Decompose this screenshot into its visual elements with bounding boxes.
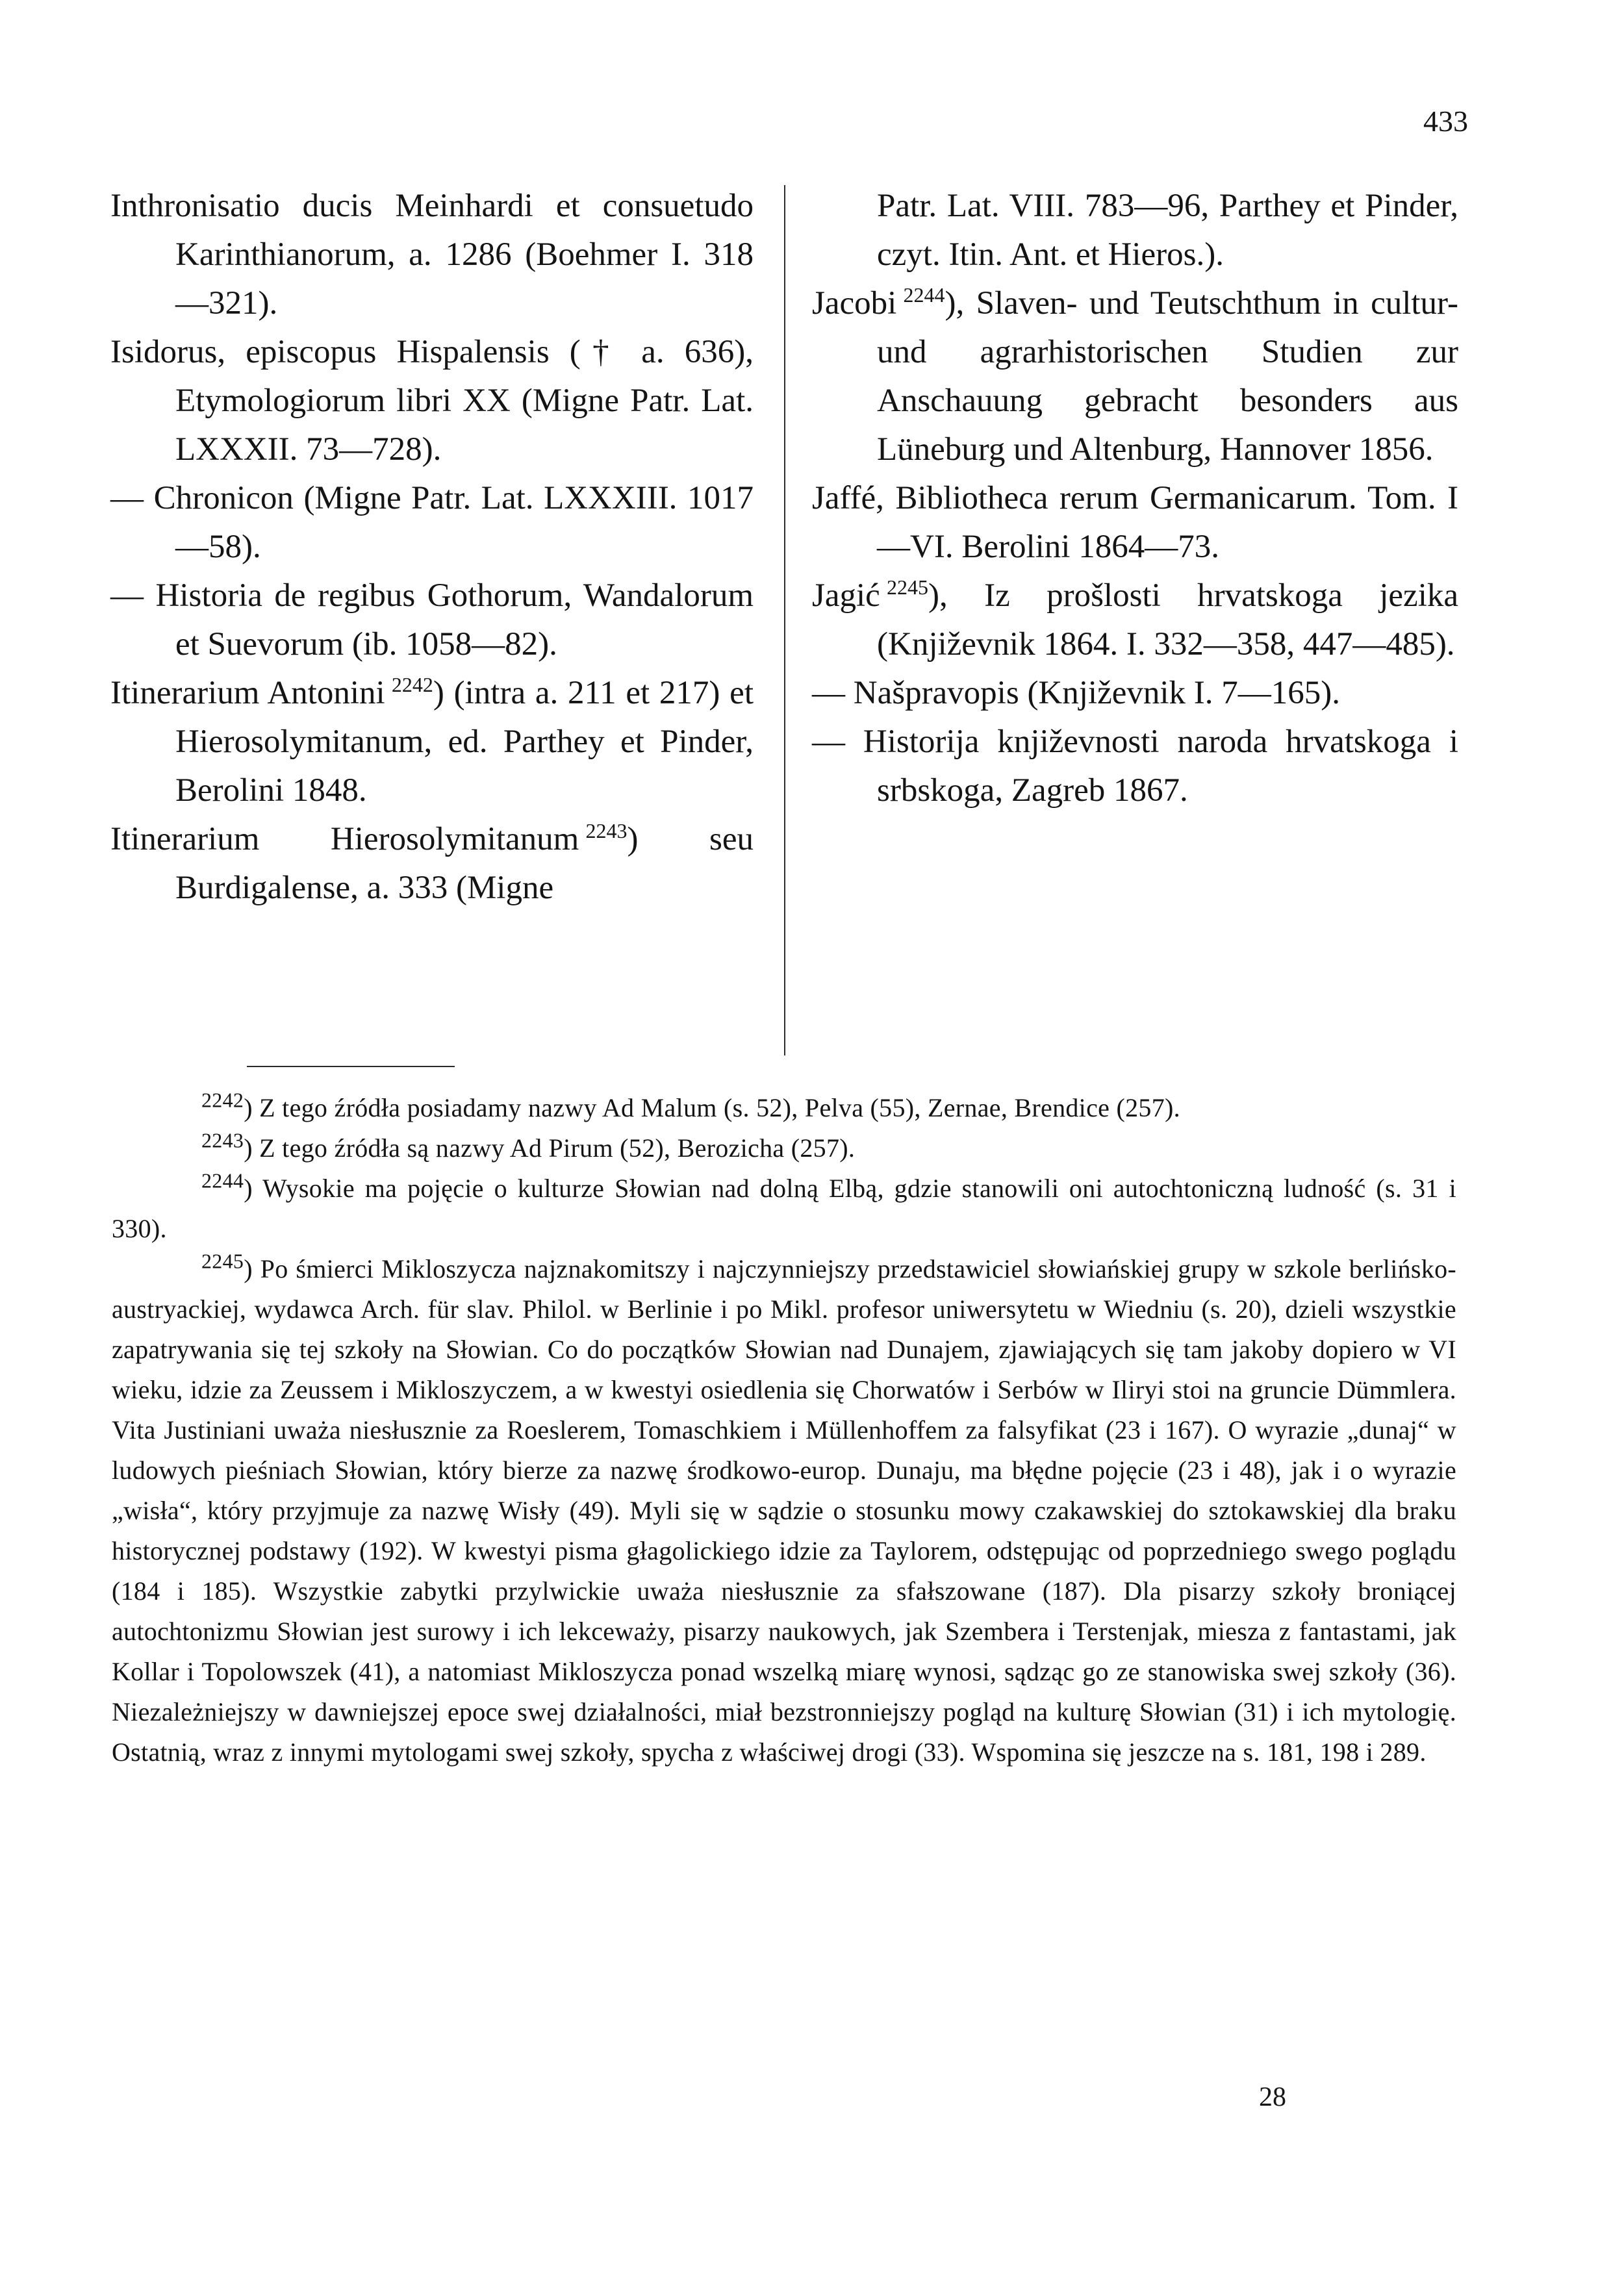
bibliography-entry: — Historija književnosti naroda hrvatskoga i srbskoga, Zagreb 1867. — [812, 724, 1458, 809]
entry-text: ), Slaven- und Teutschthum in cultur- und agrarhistorischen Studien zur Anschauung gebracht besonders aus Lüneburg und Altenburg, Hannover 1856. — [877, 285, 1458, 468]
column-divider — [784, 185, 785, 1055]
footnote-text: ) Z tego źródła posiadamy nazwy Ad Malum (s. 52), Pelva (55), Zernae, Brendice (257). — [244, 1093, 1180, 1122]
footnote — [112, 1249, 1456, 1772]
footnote-ref: 2242 — [391, 673, 433, 696]
right-column — [812, 182, 1458, 815]
page-number: 433 — [1423, 105, 1468, 138]
footnote-text: ) Wysokie ma pojęcie o kulturze Słowian nad dolną Elbą, gdzie stanowili oni autochtoniczną ludność (s. 31 i 330). — [112, 1174, 1456, 1243]
footnote-text: ) Po śmierci Mikloszycza najznakomitszy i najczynniejszy przedstawiciel słowiańskiej grupy w szkole berlińsko-austryackiej, wydawca Arch. für slav. Philol. w Berlinie i po Mikl. profesor uniwersytetu w Wiedniu (s. 20), dzieli wszystkie zapatrywania się tej szkoły na Słowian. Co do początków Słowian nad Dunajem, zjawiających się tam jakoby dopiero w VI wieku, idzie za Zeussem i Mikloszyczem, a w kwestyi osiedlenia się Chorwatów i Serbów w Iliryi stoi na gruncie Dümmlera. Vita Justiniani uważa niesłusznie za Roeslerem, Tomaschkiem i Müllenhoffem za falsyfikat (23 i 167). O wyrazie „dunaj“ w ludowych pieśniach Słowian, który bierze za nazwę środkowo-europ. Dunaju, ma błędne pojęcie (23 i 48), jak i o wyrazie „wisła“, który przyjmuje za nazwę Wisły (49). Myli się w sądzie o stosunku mowy czakawskiej do sztokawskiej dla braku historycznej podstawy (192). W kwestyi pisma głagolickiego idzie za Taylorem, odstępując od poprzedniego swego poglądu (184 i 185). Wszystkie zabytki przylwickie uważa niesłusznie za sfałszowane (187). Dla pisarzy szkoły broniącej autochtonizmu Słowian jest surowy i ich lekceważy, pisarzy naukowych, jak Szembera i Terstenjak, miesza z fantastami, jak Kollar i Topolowszek (41), a natomiast Mikloszycza ponad wszelką miarę wynosi, sądząc go ze stanowiska swej szkoły (36). Niezależniejszy w dawniejszej epoce swej działalności, miał bezstronniejszy pogląd na kulturę Słowian (31) i ich mytologię. Ostatnią, wraz z innymi mytologami swej szkoły, spycha z właściwej drogi (33). Wspomina się jeszcze na s. 181, 198 i 289. — [112, 1254, 1456, 1767]
bibliography-entry-continuation: Patr. Lat. VIII. 783—96, Parthey et Pinder, czyt. Itin. Ant. et Hieros.). — [877, 188, 1458, 273]
entry-title: Itinerarium Hierosolymitanum — [110, 821, 579, 857]
bibliography-entry: Isidorus, episcopus Hispalensis († a. 636), Etymologiorum libri XX (Migne Patr. Lat. LXXXII. 73—728). — [110, 334, 754, 468]
footnote-ref: 2244 — [903, 283, 945, 307]
footnote-number: 2244 — [201, 1168, 244, 1192]
footnote-number: 2245 — [201, 1249, 244, 1273]
signature-mark: 28 — [1259, 2082, 1286, 2112]
bibliography-entry — [812, 572, 1458, 669]
footnote-separator — [247, 1066, 455, 1067]
entry-title: Itinerarium Antonini — [110, 675, 385, 711]
bibliography-entry: — Chronicon (Migne Patr. Lat. LXXXIII. 1017—58). — [110, 480, 754, 565]
entry-title: Jagić — [812, 577, 880, 614]
entry-title: Jacobi — [812, 285, 897, 322]
footnote-number: 2242 — [201, 1088, 244, 1112]
bibliography-entry: Jaffé, Bibliotheca rerum Germanicarum. Tom. I—VI. Berolini 1864—73. — [812, 480, 1458, 565]
footnote-text: ) Z tego źródła są nazwy Ad Pirum (52), Berozicha (257). — [244, 1133, 856, 1163]
bibliography-entry — [110, 815, 754, 913]
footnote-ref: 2245 — [887, 575, 929, 599]
footnotes — [112, 1088, 1456, 1772]
footnote — [112, 1128, 1456, 1168]
footnote-ref: 2243 — [585, 819, 628, 842]
footnote — [112, 1088, 1456, 1128]
bibliography-entry — [110, 669, 754, 815]
bibliography-entry: — Historia de regibus Gothorum, Wandalorum et Suevorum (ib. 1058—82). — [110, 577, 754, 662]
bibliography-entry: Inthronisatio ducis Meinhardi et consuetudo Karinthianorum, a. 1286 (Boehmer I. 318—321). — [110, 188, 754, 322]
bibliography-entry — [812, 279, 1458, 474]
entry-text: ) seu Burdigalense, a. 333 (Migne — [175, 821, 754, 906]
entry-text: ) (intra a. 211 et 217) et Hierosolymitanum, ed. Parthey et Pinder, Berolini 1848. — [175, 675, 754, 809]
entry-text: ), Iz prošlosti hrvatskoga jezika (Književnik 1864. I. 332—358, 447—485). — [877, 577, 1458, 662]
footnote — [112, 1168, 1456, 1249]
bibliography-entry: — Našpravopis (Književnik I. 7—165). — [812, 675, 1341, 711]
left-column — [110, 182, 754, 913]
footnote-number: 2243 — [201, 1128, 244, 1152]
